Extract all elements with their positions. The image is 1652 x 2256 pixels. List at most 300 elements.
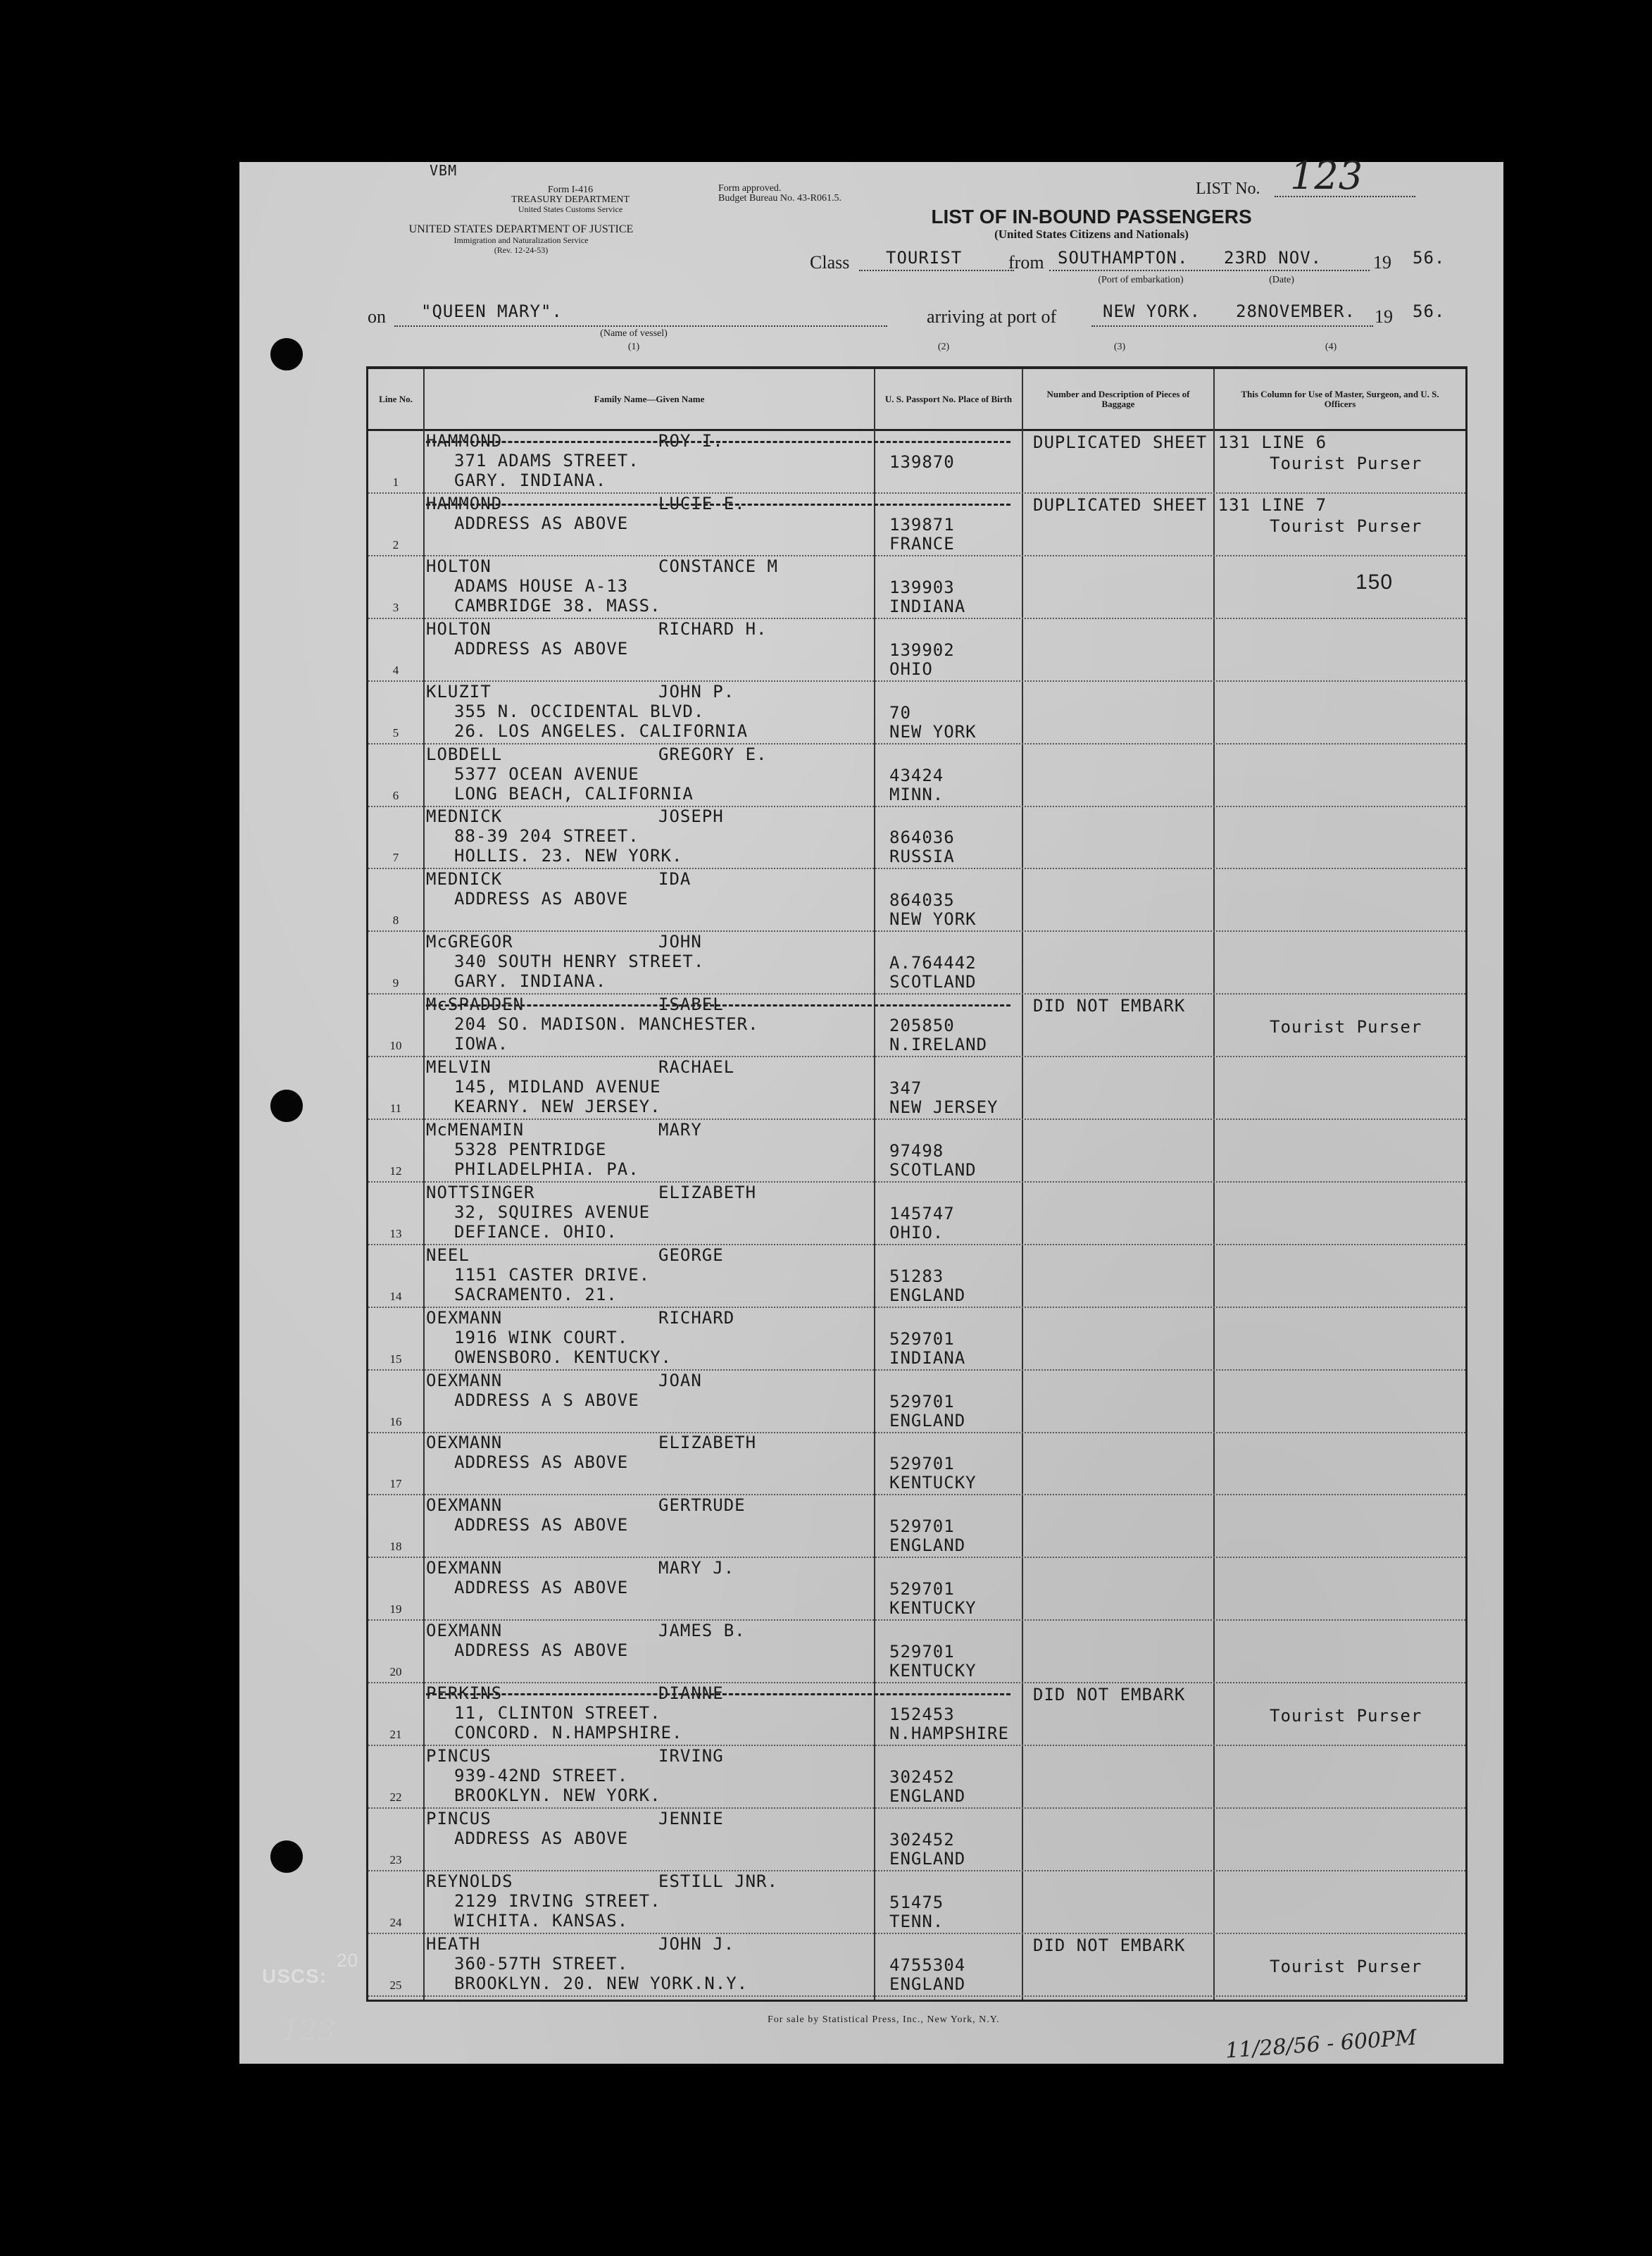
passport-birth [875,556,1016,618]
baggage-notes [1023,494,1460,555]
address-line-2: IOWA. [454,1034,509,1054]
passenger-name-address [426,1746,863,1807]
family-name: OEXMANN [426,1307,503,1328]
line-number: 15 [389,1352,402,1366]
date-caption: (Date) [1269,275,1294,285]
table-row [368,619,1465,680]
place-of-birth: OHIO [889,659,933,679]
line-number: 11 [389,1102,402,1115]
arrival-year-prefix: 19 [1375,306,1393,327]
address-line-1: 355 N. OCCIDENTAL BLVD. [454,701,705,721]
purser-note: Tourist Purser [1270,1706,1422,1726]
th-passport: U. S. Passport No. Place of Birth [884,393,1013,404]
given-name: JOSEPH [658,806,724,827]
table-row [368,1871,1465,1933]
passport-birth [875,1433,1016,1494]
address-line-2: BROOKLYN. 20. NEW YORK.N.Y. [454,1973,749,1993]
table-row [368,1621,1465,1682]
place-of-birth: ENGLAND [889,1535,966,1556]
arrival-year: 56. [1413,301,1446,321]
manifest-sheet [239,154,1503,2064]
passenger-name-address [426,932,863,993]
table-row [368,1308,1465,1369]
address-line-1: ADDRESS AS ABOVE [454,1640,629,1661]
list-no-label: LIST No. [1196,180,1260,198]
address-line-1: ADDRESS AS ABOVE [454,1452,629,1473]
line-number: 10 [389,1039,402,1053]
table-header [368,369,1465,431]
corner-code: VBM [430,162,458,179]
passport-number: 205850 [889,1016,955,1036]
table-row [368,1809,1465,1870]
table-row [368,1245,1465,1307]
address-line-1: 88-39 204 STREET. [454,826,639,847]
place-of-birth: SCOTLAND [889,1159,977,1180]
family-name: MEDNICK [426,806,503,827]
col-num-1: (1) [627,342,640,352]
address-line-1: 204 SO. MADISON. MANCHESTER. [454,1014,759,1035]
th-officers: This Column for Use of Master, Surgeon, and U. S. Officers [1241,388,1439,409]
form-approved: Form approved. [718,183,782,194]
handwritten-list-no: 123 [282,2014,336,2047]
passport-birth [875,1871,1016,1933]
from-label: from [1008,252,1044,273]
th-line-no: Line No. [379,393,413,404]
baggage-notes [1023,1245,1460,1307]
baggage-notes [1023,1308,1460,1369]
family-name: MEDNICK [426,869,503,890]
place-of-birth: ENGLAND [889,1974,966,1994]
baggage-notes [1023,806,1460,868]
passenger-name-address [426,806,863,868]
passenger-name-address [426,744,863,806]
address-line-1: 1916 WINK COURT. [454,1327,629,1347]
passport-birth [875,1183,1016,1244]
line-number: 16 [389,1414,402,1428]
line-number: 25 [389,1978,402,1992]
address-line-1: ADDRESS A S ABOVE [454,1390,639,1410]
line-number: 6 [392,788,399,802]
table-row [368,806,1465,868]
customs-service: United States Customs Service [518,204,623,214]
vessel-name: "QUEEN MARY". [421,301,563,321]
family-name: NEEL [426,1245,470,1265]
given-name: RICHARD H. [658,618,768,639]
line-number: 19 [389,1602,402,1616]
passport-number: 529701 [889,1328,955,1349]
baggage-notes [1023,1433,1460,1494]
passport-number: 139903 [889,577,955,597]
given-name: IRVING [658,1745,724,1766]
address-line-2: BROOKLYN. NEW YORK. [454,1785,661,1805]
passenger-name-address [426,682,863,743]
passport-number: 302452 [889,1829,955,1850]
passenger-table [366,366,1468,2002]
baggage-notes [1023,1120,1460,1181]
punch-hole [270,338,303,370]
family-name: McSPADDEN [426,995,525,1015]
line-number: 14 [389,1289,402,1303]
address-line-2: GARY. INDIANA. [454,971,607,992]
address-line-1: 360-57TH STREET. [454,1953,629,1974]
passport-number: A.764442 [889,953,977,973]
note-line-1: DID NOT EMBARK [1033,996,1186,1016]
passport-number: 4755304 [889,1955,966,1975]
place-of-birth: FRANCE [889,533,955,554]
baggage-notes [1023,869,1460,930]
table-row [368,932,1465,993]
passport-birth [875,1746,1016,1807]
passenger-name-address [426,619,863,680]
family-name: OEXMANN [426,1621,503,1641]
port-of-embarkation-caption: (Port of embarkation) [1098,275,1184,285]
line-number: 1 [392,475,399,489]
given-name: CONSTANCE M [658,556,778,576]
baggage-notes [1023,1371,1460,1432]
table-row [368,744,1465,806]
baggage-notes [1023,1621,1460,1682]
line-number: 20 [389,1665,402,1679]
passport-number: 51283 [889,1266,944,1286]
given-name: LUCIE E. [658,493,746,513]
baggage-notes [1023,556,1460,618]
line-number: 18 [389,1540,402,1554]
address-line-2: DEFIANCE. OHIO. [454,1221,618,1242]
given-name: GREGORY E. [658,744,768,764]
passport-number: 864036 [889,828,955,848]
place-of-birth: ENGLAND [889,1786,966,1806]
table-row [368,1371,1465,1432]
punch-hole [270,1090,303,1122]
passport-number: 529701 [889,1454,955,1474]
passport-birth [875,1558,1016,1619]
passport-number: 43424 [889,765,944,785]
passenger-name-address [426,1934,863,1995]
given-name: IDA [658,869,692,890]
family-name: PINCUS [426,1745,492,1766]
passenger-name-address [426,869,863,930]
passenger-name-address [426,556,863,618]
purser-note: Tourist Purser [1270,1956,1422,1976]
passenger-name-address [426,1183,863,1244]
punch-hole [270,1840,303,1873]
passenger-name-address [426,1433,863,1494]
table-row [368,494,1465,555]
address-line-1: 145, MIDLAND AVENUE [454,1077,661,1097]
arrival-stamp: 11/28/56 - 600PM [1225,2025,1418,2064]
given-name: ISABEL [658,995,724,1015]
line-number: 17 [389,1477,402,1491]
baggage-notes [1023,1495,1460,1557]
place-of-birth: KENTUCKY [889,1598,977,1619]
place-of-birth: NEW JERSEY [889,1097,999,1117]
note-line-1: DUPLICATED SHEET 131 LINE 6 [1033,432,1327,452]
address-line-2: KEARNY. NEW JERSEY. [454,1097,661,1116]
line-number: 2 [392,537,399,551]
line-number: 12 [389,1164,402,1178]
given-name: DIANNE [658,1683,724,1703]
place-of-birth: ENGLAND [889,1285,966,1305]
passport-number: 139902 [889,640,955,660]
address-line-2: LONG BEACH, CALIFORNIA [454,783,694,804]
arrival-date: 28NOVEMBER. [1236,301,1356,321]
baggage-notes [1023,995,1460,1056]
table-row [368,1495,1465,1557]
uscs-number: 20 [337,1950,358,1971]
count-note: 150 [1356,571,1394,594]
table-row [368,1746,1465,1807]
col-num-3: (3) [1113,342,1126,352]
family-name: PERKINS [426,1683,503,1703]
passport-birth [875,682,1016,743]
purser-note: Tourist Purser [1270,454,1422,473]
table-row [368,1558,1465,1619]
passenger-name-address [426,1871,863,1933]
address-line-2: WICHITA. KANSAS. [454,1910,629,1931]
address-line-2: 26. LOS ANGELES. CALIFORNIA [454,721,749,741]
place-of-birth: MINN. [889,784,944,804]
doj: UNITED STATES DEPARTMENT OF JUSTICE [408,223,634,235]
vessel-caption: (Name of vessel) [600,328,668,339]
form-number: Form I-416 [547,185,594,195]
address-line-1: ADAMS HOUSE A-13 [454,575,629,596]
passenger-name-address [426,1120,863,1181]
passenger-name-address [426,1558,863,1619]
col-num-2: (2) [937,342,950,352]
line-number: 4 [392,663,399,677]
from-year: 56. [1413,248,1446,268]
note-line-1: DID NOT EMBARK [1033,1935,1186,1955]
place-of-birth: INDIANA [889,596,966,616]
footer-note: For sale by Statistical Press, Inc., New York, N.Y. [768,2014,1000,2025]
address-line-2: PHILADELPHIA. PA. [454,1159,639,1179]
baggage-notes [1023,619,1460,680]
line-number: 3 [392,600,399,614]
line-number: 21 [389,1728,402,1741]
given-name: JOAN [658,1370,702,1390]
passport-birth [875,1308,1016,1369]
address-line-1: ADDRESS AS ABOVE [454,1515,629,1535]
passport-birth [875,1495,1016,1557]
address-line-1: 5377 OCEAN AVENUE [454,764,639,784]
table-row [368,556,1465,618]
family-name: PINCUS [426,1808,492,1828]
passenger-name-address [426,1057,863,1118]
passport-number: 302452 [889,1766,955,1787]
address-line-2: CAMBRIDGE 38. MASS. [454,595,661,616]
place-of-birth: N.IRELAND [889,1035,988,1055]
given-name: RACHAEL [658,1057,735,1077]
line-number: 23 [389,1852,402,1867]
passport-number: 139870 [889,452,955,472]
passenger-name-address [426,1495,863,1557]
table-row [368,1934,1465,1995]
baggage-notes [1023,1183,1460,1244]
strike-line [426,1693,1010,1695]
strike-line [426,441,1010,443]
given-name: ESTILL JNR. [658,1871,778,1891]
list-no-value: 123 [1290,154,1363,198]
place-of-birth: NEW YORK [889,721,977,742]
passport-number: 864035 [889,890,955,911]
address-line-1: 5328 PENTRIDGE [454,1139,607,1159]
passenger-name-address [426,1245,863,1307]
address-line-1: 2129 IRVING STREET. [454,1890,661,1911]
passport-number: 51475 [889,1892,944,1912]
passport-number: 152453 [889,1705,955,1724]
baggage-notes [1023,1809,1460,1870]
address-line-2: SACRAMENTO. 21. [454,1284,618,1304]
baggage-notes [1023,744,1460,806]
passport-birth [875,1371,1016,1432]
th-name: Family Name—Given Name [594,393,705,404]
address-line-1: 1151 CASTER DRIVE. [454,1264,651,1285]
family-name: McMENAMIN [426,1119,525,1140]
purser-note: Tourist Purser [1270,1017,1422,1037]
place-of-birth: ENGLAND [889,1410,966,1431]
passport-number: 139871 [889,514,955,535]
family-name: OEXMANN [426,1558,503,1578]
address-line-1: 340 SOUTH HENRY STREET. [454,952,705,972]
passport-birth [875,1934,1016,1995]
purser-note: Tourist Purser [1270,516,1422,536]
budget-bureau: Budget Bureau No. 43-R061.5. [718,193,841,204]
given-name: JOHN [658,932,702,952]
place-of-birth: TENN. [889,1911,944,1931]
note-line-1: DID NOT EMBARK [1033,1685,1186,1705]
family-name: LOBDELL [426,744,503,764]
family-name: McGREGOR [426,932,513,952]
note-line-1: DUPLICATED SHEET 131 LINE 7 [1033,494,1327,515]
table-row [368,431,1465,492]
passenger-name-address [426,1371,863,1432]
page-subtitle: (United States Citizens and Nationals) [994,228,1189,241]
place-of-birth: ENGLAND [889,1848,966,1869]
family-name: MELVIN [426,1057,492,1077]
address-line-1: 939-42ND STREET. [454,1765,629,1786]
given-name: ELIZABETH [658,1182,757,1202]
baggage-notes [1023,1683,1460,1745]
passenger-name-address [426,1308,863,1369]
baggage-notes [1023,1871,1460,1933]
passport-birth [875,1245,1016,1307]
baggage-notes [1023,1746,1460,1807]
passenger-name-address [426,1809,863,1870]
address-line-1: ADDRESS AS ABOVE [454,638,629,659]
given-name: JOHN P. [658,681,735,702]
family-name: HEATH [426,1933,481,1954]
family-name: HAMMOND [426,493,503,513]
line-number: 13 [389,1226,402,1240]
place-of-birth: KENTUCKY [889,1473,977,1493]
th-baggage: Number and Description of Pieces of Baggage [1046,388,1190,409]
line-number: 24 [389,1915,402,1929]
given-name: MARY [658,1119,702,1140]
table-row [368,1120,1465,1181]
place-of-birth: KENTUCKY [889,1661,977,1681]
baggage-notes [1023,431,1460,492]
class-label: Class [810,252,850,273]
passport-number: 145747 [889,1203,955,1223]
place-of-birth: RUSSIA [889,847,955,867]
form-rev: (Rev. 12-24-53) [494,245,549,255]
place-of-birth: OHIO. [889,1222,944,1242]
line-number: 8 [392,914,399,928]
family-name: REYNOLDS [426,1871,513,1891]
line-number: 5 [392,725,399,740]
arriving-label: arriving at port of [927,306,1057,327]
on-label: on [368,306,386,327]
from-port: SOUTHAMPTON. [1058,248,1189,268]
place-of-birth: SCOTLAND [889,972,977,992]
baggage-notes [1023,682,1460,743]
place-of-birth: INDIANA [889,1347,966,1368]
passport-birth [875,932,1016,993]
address-line-1: 371 ADAMS STREET. [454,451,639,470]
given-name: GEORGE [658,1245,724,1265]
passport-number: 347 [889,1078,922,1098]
passport-birth [875,806,1016,868]
family-name: KLUZIT [426,681,492,702]
address-line-2: HOLLIS. 23. NEW YORK. [454,846,683,866]
address-line-1: ADDRESS AS ABOVE [454,1578,629,1598]
family-name: NOTTSINGER [426,1182,535,1202]
table-row [368,869,1465,930]
baggage-notes [1023,1934,1460,1995]
given-name: RICHARD [658,1307,735,1328]
col-num-4: (4) [1325,342,1337,352]
arrival-port: NEW YORK. [1103,301,1201,321]
line-number: 9 [392,976,399,990]
baggage-notes [1023,1558,1460,1619]
passport-number: 70 [889,702,911,723]
passport-birth [875,619,1016,680]
given-name: JAMES B. [658,1621,746,1641]
uscs-label: USCS: [262,1965,327,1987]
treasury-dept: TREASURY DEPARTMENT [511,194,630,205]
family-name: HOLTON [426,556,492,576]
passport-birth [875,1057,1016,1118]
passport-birth [875,1621,1016,1682]
family-name: HOLTON [426,618,492,639]
address-line-2: CONCORD. N.HAMPSHIRE. [454,1723,683,1743]
line-number: 7 [392,851,399,865]
family-name: OEXMANN [426,1370,503,1390]
passport-birth [875,1120,1016,1181]
passport-birth [875,744,1016,806]
table-row [368,682,1465,743]
table-row [368,1183,1465,1244]
address-line-1: 32, SQUIRES AVENUE [454,1202,651,1222]
baggage-notes [1023,932,1460,993]
given-name: GERTRUDE [658,1495,746,1516]
strike-line [426,504,1010,506]
passport-number: 529701 [889,1391,955,1411]
table-row [368,995,1465,1056]
address-line-1: ADDRESS AS ABOVE [454,889,629,909]
page-title: LIST OF IN-BOUND PASSENGERS [931,206,1252,228]
family-name: HAMMOND [426,431,503,451]
place-of-birth: NEW YORK [889,909,977,930]
given-name: JENNIE [658,1808,724,1828]
address-line-2: GARY. INDIANA. [454,470,607,490]
passenger-name-address [426,1621,863,1682]
table-row [368,1683,1465,1745]
passport-birth [875,869,1016,930]
passport-birth [875,1809,1016,1870]
passport-number: 529701 [889,1579,955,1600]
family-name: OEXMANN [426,1433,503,1453]
